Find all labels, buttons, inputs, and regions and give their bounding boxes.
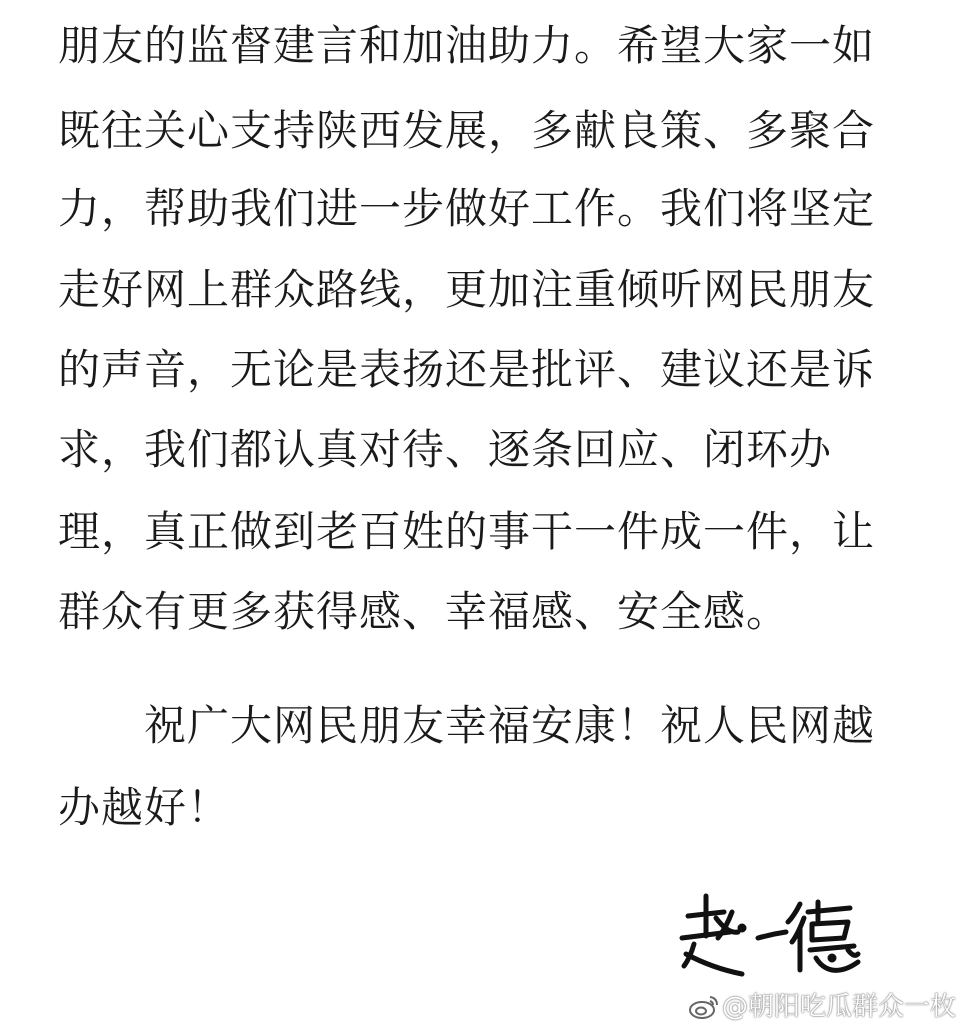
body-line-5: 的声音，无论是表扬还是批评、建议还是诉 (58, 345, 876, 394)
body-line-8: 群众有更多获得感、幸福感、安全感。 (58, 587, 790, 636)
body-line-3: 力，帮助我们进一步做好工作。我们将坚定 (58, 184, 876, 233)
weibo-watermark (688, 992, 956, 1022)
body-line-2: 既往关心支持陕西发展，多献良策、多聚合 (58, 106, 876, 155)
closing-line-2: 办越好！ (58, 783, 231, 832)
body-line-7: 理，真正做到老百姓的事干一件成一件，让 (58, 507, 876, 556)
closing-line-1: 祝广大网民朋友幸福安康！祝人民网越 (58, 701, 876, 750)
body-line-4: 走好网上群众路线，更加注重倾听网民朋友 (58, 265, 876, 314)
handwritten-signature (672, 888, 882, 988)
body-line-1: 朋友的监督建言和加油助力。希望大家一如 (58, 21, 876, 70)
watermark-text: @朝阳吃瓜群众一枚 (721, 992, 956, 1022)
weibo-icon (688, 993, 720, 1021)
body-line-6: 求，我们都认真对待、逐条回应、闭环办 (58, 425, 833, 474)
signature-strokes (672, 888, 882, 988)
